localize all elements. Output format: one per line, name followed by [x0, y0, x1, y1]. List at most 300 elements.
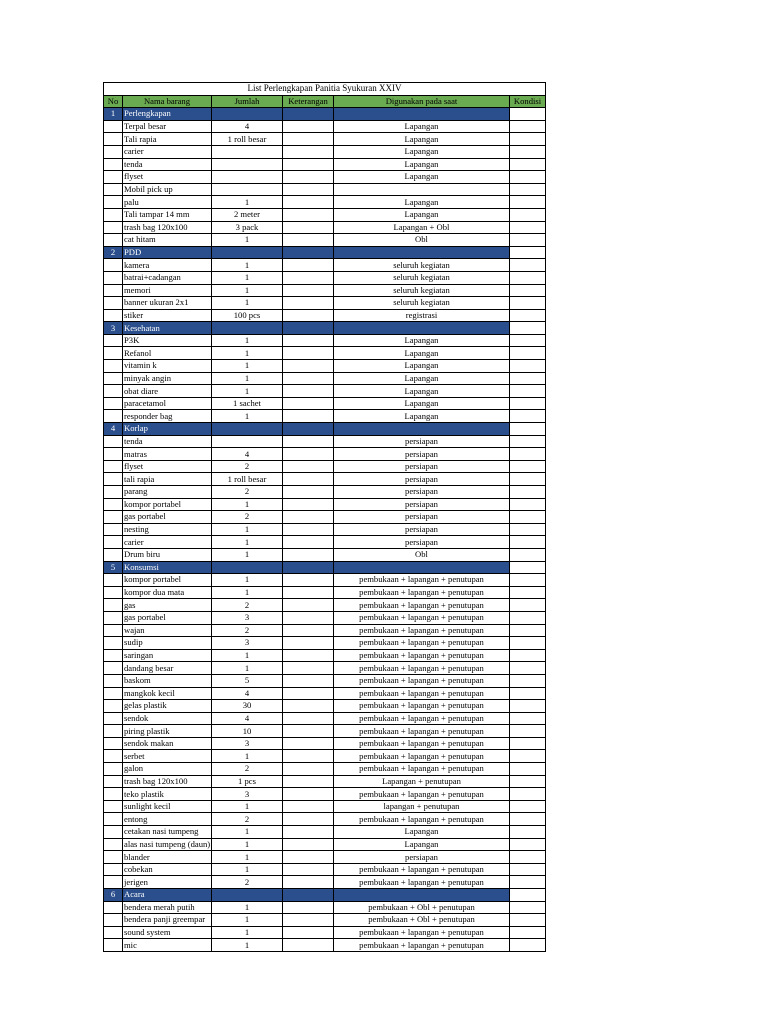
no-cell — [104, 221, 123, 234]
item-keterangan — [283, 171, 334, 184]
item-name: entong — [123, 813, 212, 826]
table-row — [104, 687, 546, 700]
item-usage: pembukaan + lapangan + penutupan — [334, 788, 510, 801]
item-usage: pembukaan + lapangan + penutupan — [334, 700, 510, 713]
item-kondisi — [510, 511, 546, 524]
item-keterangan — [283, 511, 334, 524]
no-cell — [104, 410, 123, 423]
header-nama-barang: Nama barang — [123, 95, 212, 108]
item-kondisi — [510, 208, 546, 221]
item-usage: seluruh kegiatan — [334, 259, 510, 272]
item-name: paracetamol — [123, 397, 212, 410]
item-kondisi — [510, 372, 546, 385]
item-quantity: 1 sachet — [212, 397, 283, 410]
item-keterangan — [283, 674, 334, 687]
item-name: kompor portabel — [123, 574, 212, 587]
section-keterangan-cell — [283, 108, 334, 121]
item-kondisi — [510, 725, 546, 738]
no-cell — [104, 662, 123, 675]
item-quantity: 5 — [212, 674, 283, 687]
item-usage: Lapangan — [334, 120, 510, 133]
item-name: palu — [123, 196, 212, 209]
no-cell — [104, 574, 123, 587]
item-name: trash bag 120x100 — [123, 221, 212, 234]
item-keterangan — [283, 536, 334, 549]
item-usage: pembukaan + lapangan + penutupan — [334, 763, 510, 776]
item-kondisi — [510, 397, 546, 410]
table-row — [104, 674, 546, 687]
section-keterangan-cell — [283, 423, 334, 436]
section-jumlah-cell — [212, 423, 283, 436]
item-kondisi — [510, 826, 546, 839]
section-kondisi-cell — [510, 561, 546, 574]
no-cell — [104, 360, 123, 373]
section-jumlah-cell — [212, 322, 283, 335]
item-quantity: 1 — [212, 851, 283, 864]
item-name: cetakan nasi tumpeng — [123, 826, 212, 839]
no-cell — [104, 347, 123, 360]
item-name: minyak angin — [123, 372, 212, 385]
item-kondisi — [510, 687, 546, 700]
item-kondisi — [510, 649, 546, 662]
item-name: trash bag 120x100 — [123, 775, 212, 788]
item-keterangan — [283, 624, 334, 637]
item-keterangan — [283, 914, 334, 927]
item-keterangan — [283, 284, 334, 297]
no-cell — [104, 498, 123, 511]
table-row — [104, 611, 546, 624]
item-kondisi — [510, 133, 546, 146]
section-digunakan-cell — [334, 423, 510, 436]
item-kondisi — [510, 788, 546, 801]
item-keterangan — [283, 460, 334, 473]
table-row — [104, 158, 546, 171]
item-name: bendera merah putih — [123, 901, 212, 914]
item-kondisi — [510, 183, 546, 196]
item-name: carier — [123, 536, 212, 549]
item-name: gas portabel — [123, 611, 212, 624]
item-kondisi — [510, 145, 546, 158]
item-quantity: 1 — [212, 586, 283, 599]
section-keterangan-cell — [283, 561, 334, 574]
item-quantity: 2 — [212, 763, 283, 776]
item-usage: pembukaan + Obl + penutupan — [334, 914, 510, 927]
item-name: responder bag — [123, 410, 212, 423]
item-quantity — [212, 171, 283, 184]
section-row — [104, 322, 546, 335]
no-cell — [104, 914, 123, 927]
item-keterangan — [283, 838, 334, 851]
item-kondisi — [510, 851, 546, 864]
table-row — [104, 662, 546, 675]
no-cell — [104, 674, 123, 687]
no-cell — [104, 813, 123, 826]
table-row — [104, 309, 546, 322]
item-keterangan — [283, 788, 334, 801]
table-row — [104, 712, 546, 725]
item-keterangan — [283, 548, 334, 561]
item-usage: pembukaan + lapangan + penutupan — [334, 687, 510, 700]
item-keterangan — [283, 763, 334, 776]
table-row — [104, 473, 546, 486]
item-name: blander — [123, 851, 212, 864]
item-name: sound system — [123, 926, 212, 939]
section-digunakan-cell — [334, 889, 510, 902]
item-kondisi — [510, 750, 546, 763]
table-row — [104, 234, 546, 247]
item-keterangan — [283, 234, 334, 247]
table-row — [104, 183, 546, 196]
item-name: Mobil pick up — [123, 183, 212, 196]
item-name: flyset — [123, 171, 212, 184]
item-keterangan — [283, 448, 334, 461]
item-kondisi — [510, 385, 546, 398]
item-name: tali rapia — [123, 473, 212, 486]
item-name: carier — [123, 145, 212, 158]
item-name: wajan — [123, 624, 212, 637]
item-keterangan — [283, 750, 334, 763]
item-usage: persiapan — [334, 460, 510, 473]
item-usage: pembukaan + lapangan + penutupan — [334, 939, 510, 952]
section-keterangan-cell — [283, 246, 334, 259]
item-kondisi — [510, 599, 546, 612]
table-row — [104, 901, 546, 914]
item-quantity: 1 — [212, 750, 283, 763]
no-cell — [104, 700, 123, 713]
item-usage: registrasi — [334, 309, 510, 322]
item-quantity: 1 — [212, 662, 283, 675]
table-row — [104, 410, 546, 423]
table-row — [104, 171, 546, 184]
table-row — [104, 145, 546, 158]
item-quantity: 10 — [212, 725, 283, 738]
item-usage: pembukaan + lapangan + penutupan — [334, 926, 510, 939]
no-cell — [104, 750, 123, 763]
item-keterangan — [283, 876, 334, 889]
header-row — [104, 95, 546, 108]
item-quantity: 30 — [212, 700, 283, 713]
item-kondisi — [510, 486, 546, 499]
item-keterangan — [283, 826, 334, 839]
section-jumlah-cell — [212, 246, 283, 259]
item-keterangan — [283, 737, 334, 750]
no-cell — [104, 599, 123, 612]
item-name: galon — [123, 763, 212, 776]
item-kondisi — [510, 309, 546, 322]
item-keterangan — [283, 725, 334, 738]
no-cell — [104, 183, 123, 196]
section-number: 3 — [104, 322, 123, 335]
item-name: sendok — [123, 712, 212, 725]
item-name: Refanol — [123, 347, 212, 360]
table-row — [104, 750, 546, 763]
no-cell — [104, 158, 123, 171]
section-kondisi-cell — [510, 423, 546, 436]
item-quantity: 1 — [212, 800, 283, 813]
item-name: tenda — [123, 435, 212, 448]
table-row — [104, 511, 546, 524]
table-row — [104, 775, 546, 788]
item-kondisi — [510, 863, 546, 876]
item-quantity: 2 — [212, 876, 283, 889]
item-name: piring plastik — [123, 725, 212, 738]
item-usage: persiapan — [334, 511, 510, 524]
item-usage: Lapangan — [334, 838, 510, 851]
no-cell — [104, 460, 123, 473]
item-name: Tali tampar 14 mm — [123, 208, 212, 221]
item-keterangan — [283, 712, 334, 725]
item-keterangan — [283, 347, 334, 360]
item-name: sendok makan — [123, 737, 212, 750]
section-jumlah-cell — [212, 108, 283, 121]
item-usage: Lapangan — [334, 410, 510, 423]
item-quantity: 4 — [212, 120, 283, 133]
no-cell — [104, 511, 123, 524]
no-cell — [104, 196, 123, 209]
table-row — [104, 624, 546, 637]
table-row — [104, 914, 546, 927]
item-kondisi — [510, 347, 546, 360]
no-cell — [104, 939, 123, 952]
no-cell — [104, 725, 123, 738]
section-digunakan-cell — [334, 322, 510, 335]
table-row — [104, 347, 546, 360]
item-usage: pembukaan + lapangan + penutupan — [334, 674, 510, 687]
item-name: parang — [123, 486, 212, 499]
table-row — [104, 284, 546, 297]
item-keterangan — [283, 851, 334, 864]
item-quantity: 1 — [212, 360, 283, 373]
item-keterangan — [283, 435, 334, 448]
table-row — [104, 536, 546, 549]
item-usage: pembukaan + lapangan + penutupan — [334, 624, 510, 637]
item-keterangan — [283, 901, 334, 914]
item-usage: lapangan + penutupan — [334, 800, 510, 813]
item-kondisi — [510, 939, 546, 952]
no-cell — [104, 271, 123, 284]
no-cell — [104, 397, 123, 410]
table-row — [104, 574, 546, 587]
item-name: cat hitam — [123, 234, 212, 247]
item-kondisi — [510, 624, 546, 637]
table-row — [104, 334, 546, 347]
item-kondisi — [510, 171, 546, 184]
no-cell — [104, 473, 123, 486]
item-usage: Obl — [334, 234, 510, 247]
item-name: cobekan — [123, 863, 212, 876]
item-kondisi — [510, 586, 546, 599]
no-cell — [104, 637, 123, 650]
section-digunakan-cell — [334, 561, 510, 574]
item-quantity: 3 — [212, 737, 283, 750]
item-quantity: 3 — [212, 611, 283, 624]
item-kondisi — [510, 410, 546, 423]
item-usage: pembukaan + lapangan + penutupan — [334, 662, 510, 675]
item-quantity — [212, 145, 283, 158]
table-row — [104, 851, 546, 864]
item-kondisi — [510, 674, 546, 687]
item-kondisi — [510, 473, 546, 486]
item-name: sunlight kecil — [123, 800, 212, 813]
item-kondisi — [510, 158, 546, 171]
table-row — [104, 737, 546, 750]
item-keterangan — [283, 775, 334, 788]
section-digunakan-cell — [334, 246, 510, 259]
item-name: jerigen — [123, 876, 212, 889]
item-keterangan — [283, 259, 334, 272]
section-name: Konsumsi — [123, 561, 212, 574]
table-row — [104, 800, 546, 813]
section-number: 2 — [104, 246, 123, 259]
item-quantity: 4 — [212, 687, 283, 700]
table-row — [104, 360, 546, 373]
table-row — [104, 486, 546, 499]
no-cell — [104, 649, 123, 662]
table-row — [104, 649, 546, 662]
table-row — [104, 637, 546, 650]
item-name: gas portabel — [123, 511, 212, 524]
item-quantity: 1 — [212, 838, 283, 851]
no-cell — [104, 372, 123, 385]
no-cell — [104, 775, 123, 788]
item-usage: pembukaan + lapangan + penutupan — [334, 750, 510, 763]
section-name: PDD — [123, 246, 212, 259]
item-usage: Lapangan — [334, 196, 510, 209]
item-usage: pembukaan + lapangan + penutupan — [334, 586, 510, 599]
no-cell — [104, 624, 123, 637]
item-keterangan — [283, 473, 334, 486]
item-name: tenda — [123, 158, 212, 171]
table-row — [104, 523, 546, 536]
item-kondisi — [510, 498, 546, 511]
table-row — [104, 599, 546, 612]
no-cell — [104, 788, 123, 801]
item-name: stiker — [123, 309, 212, 322]
no-cell — [104, 523, 123, 536]
item-keterangan — [283, 145, 334, 158]
item-name: Drum biru — [123, 548, 212, 561]
no-cell — [104, 763, 123, 776]
no-cell — [104, 385, 123, 398]
item-quantity: 1 — [212, 196, 283, 209]
no-cell — [104, 712, 123, 725]
equipment-list-sheet — [103, 82, 545, 952]
no-cell — [104, 120, 123, 133]
item-kondisi — [510, 813, 546, 826]
table-row — [104, 813, 546, 826]
header-no: No — [104, 95, 123, 108]
item-keterangan — [283, 523, 334, 536]
section-keterangan-cell — [283, 322, 334, 335]
item-usage: seluruh kegiatan — [334, 297, 510, 310]
item-usage: Lapangan — [334, 171, 510, 184]
item-quantity: 1 — [212, 410, 283, 423]
item-usage: Lapangan + penutupan — [334, 775, 510, 788]
no-cell — [104, 309, 123, 322]
item-usage: Lapangan — [334, 826, 510, 839]
table-row — [104, 297, 546, 310]
item-usage: pembukaan + lapangan + penutupan — [334, 649, 510, 662]
table-row — [104, 826, 546, 839]
item-quantity: 1 — [212, 498, 283, 511]
item-name: memori — [123, 284, 212, 297]
no-cell — [104, 145, 123, 158]
table-row — [104, 763, 546, 776]
item-name: alas nasi tumpeng (daun) — [124, 838, 211, 849]
table-row — [104, 133, 546, 146]
item-kondisi — [510, 574, 546, 587]
no-cell — [104, 548, 123, 561]
item-kondisi — [510, 523, 546, 536]
item-keterangan — [283, 196, 334, 209]
item-keterangan — [283, 863, 334, 876]
table-row — [104, 120, 546, 133]
item-keterangan — [283, 649, 334, 662]
item-kondisi — [510, 221, 546, 234]
equipment-table — [103, 82, 546, 952]
table-row — [104, 498, 546, 511]
item-keterangan — [283, 662, 334, 675]
table-row — [104, 271, 546, 284]
item-quantity: 3 — [212, 637, 283, 650]
item-quantity: 1 — [212, 548, 283, 561]
no-cell — [104, 297, 123, 310]
item-usage: Lapangan — [334, 347, 510, 360]
item-quantity: 1 — [212, 939, 283, 952]
item-quantity: 1 — [212, 284, 283, 297]
item-keterangan — [283, 297, 334, 310]
no-cell — [104, 234, 123, 247]
item-keterangan — [283, 120, 334, 133]
table-row — [104, 838, 546, 851]
section-kondisi-cell — [510, 246, 546, 259]
item-quantity: 1 — [212, 347, 283, 360]
table-row — [104, 196, 546, 209]
item-keterangan — [283, 637, 334, 650]
item-keterangan — [283, 385, 334, 398]
table-row — [104, 259, 546, 272]
item-kondisi — [510, 800, 546, 813]
item-usage: persiapan — [334, 536, 510, 549]
item-keterangan — [283, 813, 334, 826]
section-row — [104, 561, 546, 574]
item-kondisi — [510, 838, 546, 851]
item-quantity: 1 — [212, 271, 283, 284]
item-keterangan — [283, 334, 334, 347]
no-cell — [104, 435, 123, 448]
item-quantity: 2 — [212, 486, 283, 499]
item-quantity: 1 — [212, 649, 283, 662]
item-usage: Lapangan — [334, 133, 510, 146]
item-quantity: 1 — [212, 372, 283, 385]
item-kondisi — [510, 284, 546, 297]
item-quantity: 3 pack — [212, 221, 283, 234]
sheet-title: List Perlengkapan Panitia Syukuran XXIV — [104, 83, 546, 96]
item-quantity — [212, 183, 283, 196]
section-kondisi-cell — [510, 322, 546, 335]
item-usage: pembukaan + lapangan + penutupan — [334, 876, 510, 889]
item-quantity: 1 — [212, 926, 283, 939]
item-quantity: 1 — [212, 259, 283, 272]
item-name: teko plastik — [123, 788, 212, 801]
table-row — [104, 460, 546, 473]
no-cell — [104, 611, 123, 624]
no-cell — [104, 926, 123, 939]
item-kondisi — [510, 334, 546, 347]
item-usage: persiapan — [334, 448, 510, 461]
section-kondisi-cell — [510, 889, 546, 902]
item-name: batrai+cadangan — [123, 271, 212, 284]
